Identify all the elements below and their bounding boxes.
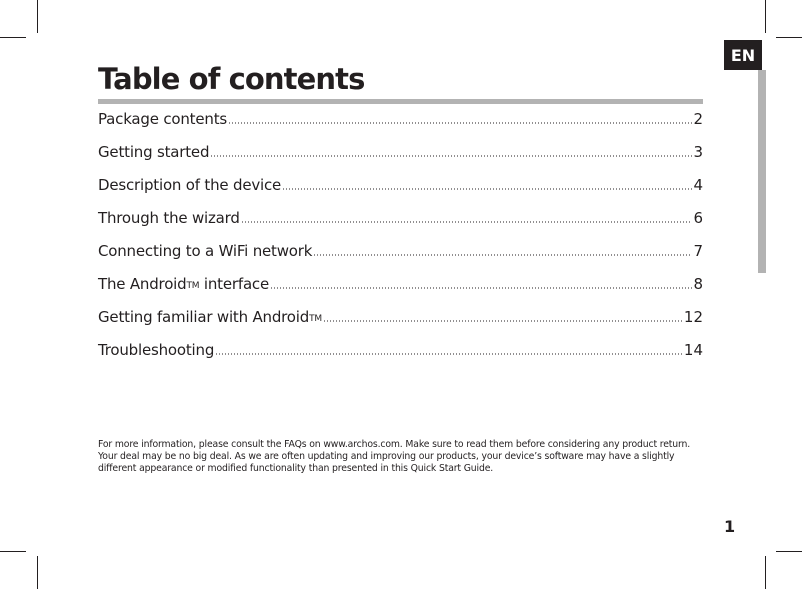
crop-mark: [765, 556, 766, 589]
toc-entry-title: The Android: [98, 275, 187, 293]
toc-entry-title: Troubleshooting: [98, 341, 215, 359]
toc-entry[interactable]: [98, 341, 703, 374]
toc-entry-label: [98, 209, 240, 227]
toc-entry-title: Package contents: [98, 110, 227, 128]
toc-entry-label: [98, 176, 281, 194]
dot-leader: [241, 221, 693, 223]
toc-entry[interactable]: [98, 308, 703, 341]
toc-entry-title-suffix: interface: [199, 275, 270, 293]
crop-mark: [765, 0, 766, 33]
toc-entry[interactable]: [98, 176, 703, 209]
title-rule: [98, 99, 703, 104]
page-title: Table of contents: [98, 62, 365, 96]
toc-page-number: 6: [693, 209, 703, 227]
crop-mark: [776, 551, 802, 552]
dot-leader: [270, 287, 692, 289]
side-bar: [758, 70, 766, 273]
trademark-mark: TM: [186, 281, 200, 291]
toc-page-number: 12: [683, 308, 703, 326]
dot-leader: [210, 155, 692, 157]
toc-page-number: 2: [693, 110, 703, 128]
crop-mark: [0, 551, 26, 552]
dot-leader: [215, 353, 683, 355]
toc-entry-title: Description of the device: [98, 176, 282, 194]
toc-entry-title: Through the wizard: [98, 209, 240, 227]
toc-entry[interactable]: [98, 110, 703, 143]
toc-entry-title: Connecting to a WiFi network: [98, 242, 313, 260]
toc-page-number: 4: [693, 176, 703, 194]
toc-entry-label: [98, 143, 209, 161]
toc-entry-label: [98, 275, 269, 293]
dot-leader: [282, 188, 692, 190]
toc-entry[interactable]: [98, 209, 703, 242]
toc-page-number: 7: [693, 242, 703, 260]
toc-entry-label: [98, 242, 312, 260]
page-number: 1: [724, 517, 736, 536]
toc-entry[interactable]: [98, 275, 703, 308]
toc-entry-title: Getting started: [98, 143, 210, 161]
toc-page-number: 3: [693, 143, 703, 161]
trademark-mark: TM: [309, 314, 322, 324]
crop-mark: [0, 37, 26, 38]
dot-leader: [313, 254, 692, 256]
crop-mark: [776, 37, 802, 38]
toc-page-number: 14: [683, 341, 703, 359]
toc-page-number: 8: [693, 275, 703, 293]
crop-mark: [37, 0, 38, 33]
dot-leader: [323, 320, 683, 322]
toc-entry-title: Getting familiar with Android: [98, 308, 310, 326]
toc-entry-label: [98, 341, 214, 359]
dot-leader: [228, 122, 692, 124]
toc-list: [98, 110, 703, 374]
toc-entry[interactable]: [98, 242, 703, 275]
language-tab: EN: [724, 40, 762, 70]
footnote: For more information, please consult the FAQs on www.archos.com. Make sure to read them before considering any product return. Your deal may be no big deal. As we are often updating and improving our products, your device’s software may have a slightly different appearance or modified functionality than presented in this Quick Start Guide.: [98, 439, 691, 474]
crop-mark: [37, 556, 38, 589]
toc-entry-label: [98, 308, 322, 326]
toc-entry[interactable]: [98, 143, 703, 176]
toc-entry-label: [98, 110, 227, 128]
